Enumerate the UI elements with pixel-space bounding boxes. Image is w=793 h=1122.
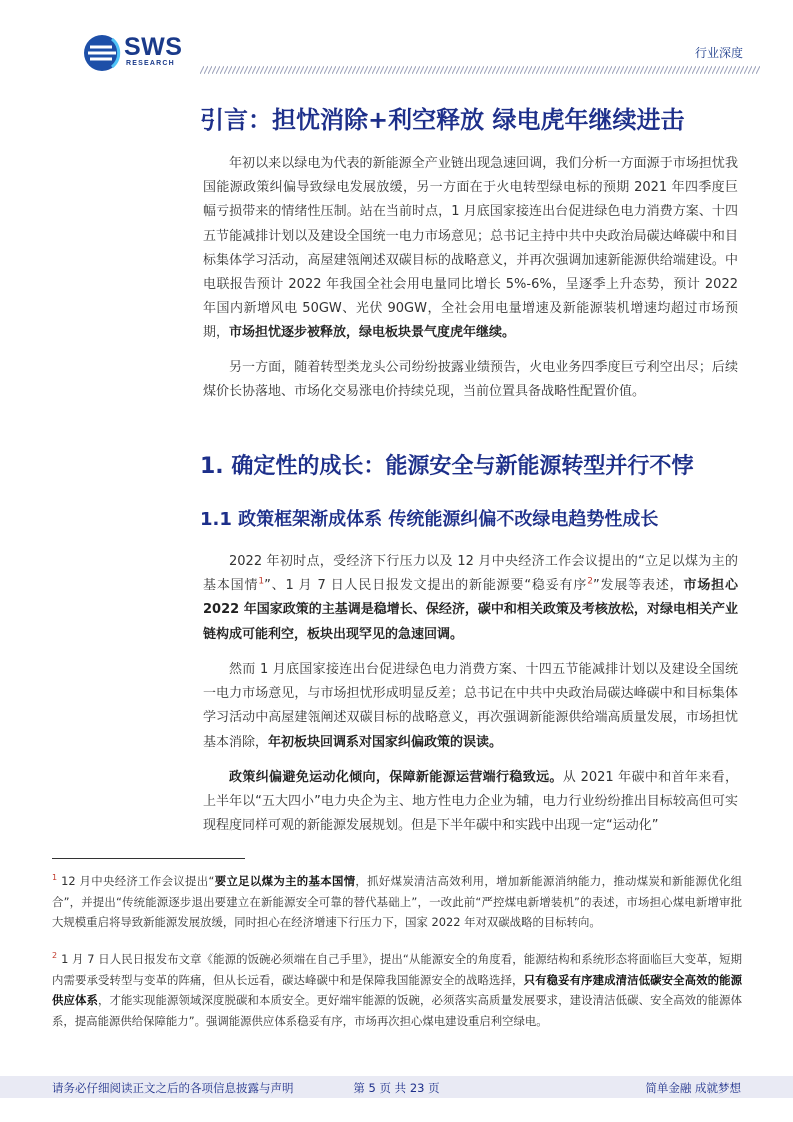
footnote-divider [52, 858, 245, 859]
footnote-1: $^1$ 12 月中央经济工作会议提出“要立足以煤为主的基本国情，抓好煤炭清洁高效利用，增加新能源消纳能力，推动煤炭和新能源优化组合”，并提出“传统能源逐步退出要建立在新能源安全可靠的替代基础上”，一改此前“严控煤电新增装机”的表述，市场担心煤电新增审批大规模重启将导致新能源发展放缓，同时担心在经济增速下行压力下，国家 2022 年对双碳战略的目标转向。 [52, 873, 742, 930]
section-1-1-paragraph-3: 政策纠偏避免运动化倾向，保障新能源运营端行稳致远。从 2021 年碳中和首年来看，上半年以“五大四小”电力央企为主、地方性电力企业为辅，电力行业纷纷推出目标较高但可实现程度同样可观的新能源发展规划。但是下半年碳中和实践中出现一定“运动化” [203, 770, 738, 834]
footnote-2: $^2$ 1 月 7 日人民日报发布文章《能源的饭碗必须端在自己手里》，提出“从能源安全的角度看，能源结构和系统形态将面临巨大变革，短期内需要承受转型与变革的阵痛，但从长远看，碳达峰碳中和是保障我国能源安全的战略选择，只有稳妥有序建成清洁低碳安全高效的能源供应体系，才能实现能源领域深度脱碳和本质安全。更好端牢能源的饭碗，必须落实高质量发展要求，建设清洁低碳、安全高效的能源体系，提高能源供给保障能力”。强调能源供应体系稳妥有序，市场再次担心煤电建设重启利空绿电。 [52, 951, 742, 1028]
report-type-tag: 行业深度 [694, 46, 743, 60]
logo-wordmark: SWS [124, 33, 183, 61]
intro-heading: 引言：担忧消除+利空释放 绿电虎年继续进击 [200, 106, 685, 134]
section-1-heading: 1. 确定性的成长：能源安全与新能源转型并行不悖 [200, 454, 694, 479]
logo-subtitle: RESEARCH [126, 60, 175, 67]
page-number: 第 5 页 共 23 页 [353, 1081, 440, 1095]
section-1-1-paragraph-2: 然而 1 月底国家接连出台促进绿色电力消费方案、十四五节能减排计划以及建设全国统一电力市场意见，与市场担忧形成明显反差；总书记在中共中央政治局碳达峰碳中和目标集体学习活动中高屋建瓴阐述双碳目标的战略意义，再次强调新能源供给端高质量发展，市场担忧基本消除，年初板块回调系对国家纠偏政策的误读。 [203, 662, 738, 750]
footnote-ref-1[interactable]: 1 [258, 576, 265, 587]
footer-slogan: 简单金融 成就梦想 [645, 1081, 741, 1095]
header-hatch-divider [200, 66, 760, 74]
footer-disclaimer: 请务必仔细阅读正文之后的各项信息披露与声明 [52, 1081, 294, 1095]
intro-paragraph-2: 另一方面，随着转型类龙头公司纷纷披露业绩预告，火电业务四季度巨亏利空出尽；后续煤价长协落地、市场化交易涨电价持续兑现，当前位置具备战略性配置价值。 [203, 360, 738, 400]
sws-logo-icon [82, 33, 122, 73]
footnote-ref-2[interactable]: 2 [587, 576, 593, 587]
section-1-1-heading: 1.1 政策框架渐成体系 传统能源纠偏不改绿电趋势性成长 [200, 509, 659, 530]
section-1-1-paragraph-1: 2022 年初时点，受经济下行压力以及 12 月中央经济工作会议提出的“立足以煤为主的基本国情$^1$”、1 月 7 日人民日报发文提出的新能源要“稳妥有序$^2$”发展等表述，市场担心 2022 年国家政策的主基调是稳增长、保经济，碳中和相关政策及考核放松，对绿电相关产业链构成可能利空，板块出现罕见的急速回调。 [203, 554, 738, 642]
intro-paragraph-1: 年初以来以绿电为代表的新能源全产业链出现急速回调，我们分析一方面源于市场担忧我国能源政策纠偏导致绿电发展放缓，另一方面在于火电转型绿电标的预期 2021 年四季度巨幅亏损带来的情绪性压制。站在当前时点，1 月底国家接连出台促进绿色电力消费方案、十四五节能减排计划以及建设全国统一电力市场意见；总书记主持中共中央政治局碳达峰碳中和目标集体学习活动，高屋建瓴阐述双碳目标的战略意义，并再次强调加速新能源供给端建设。中电联报告预计 2022 年我国全社会用电量同比增长 5%-6%，呈逐季上升态势，预计 2022 年国内新增风电 50GW、光伏 90GW，全社会用电量增速及新能源装机增速均超过市场预期，市场担忧逐步被释放，绿电板块景气度虎年继续。 [203, 156, 738, 341]
